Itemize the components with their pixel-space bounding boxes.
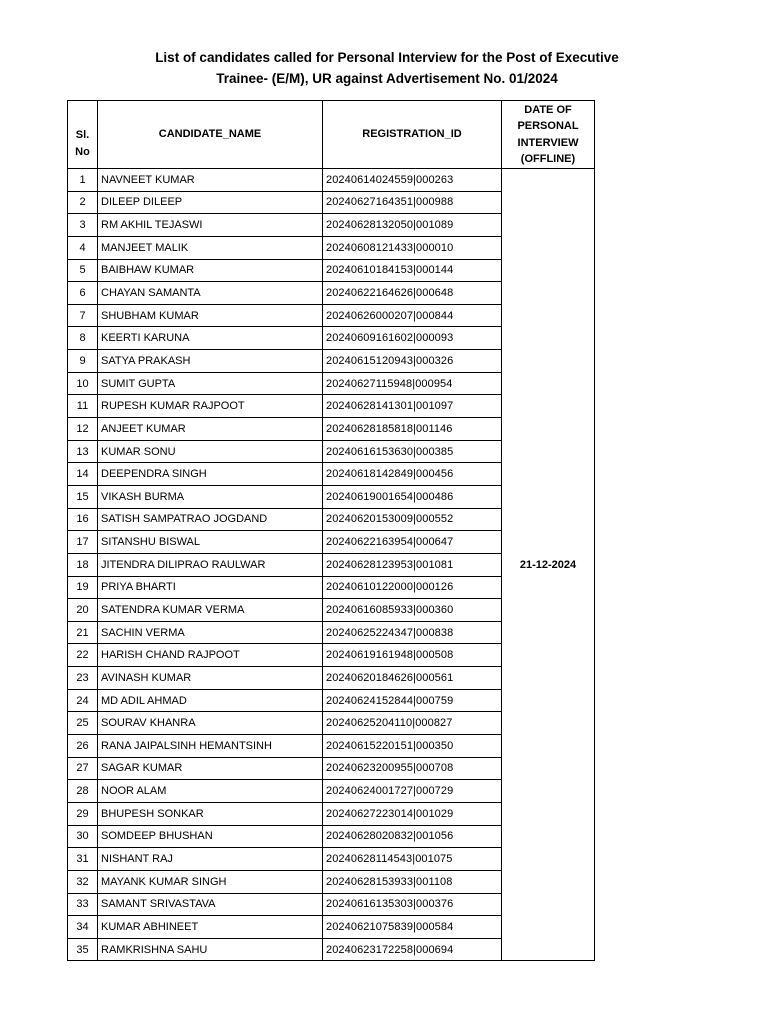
header-date-line1: DATE OF <box>524 103 572 116</box>
cell-sl-no: 26 <box>68 735 98 758</box>
cell-candidate-name: SOMDEEP BHUSHAN <box>98 825 323 848</box>
cell-candidate-name: KUMAR SONU <box>98 440 323 463</box>
cell-sl-no: 35 <box>68 938 98 961</box>
cell-candidate-name: DILEEP DILEEP <box>98 191 323 214</box>
cell-sl-no: 23 <box>68 667 98 690</box>
cell-registration-id: 20240616153630|000385 <box>323 440 502 463</box>
cell-registration-id: 20240628020832|001056 <box>323 825 502 848</box>
cell-sl-no: 19 <box>68 576 98 599</box>
cell-sl-no: 15 <box>68 485 98 508</box>
cell-registration-id: 20240620153009|000552 <box>323 508 502 531</box>
cell-registration-id: 20240624001727|000729 <box>323 780 502 803</box>
cell-candidate-name: AVINASH KUMAR <box>98 667 323 690</box>
cell-registration-id: 20240618142849|000456 <box>323 463 502 486</box>
cell-candidate-name: VIKASH BURMA <box>98 485 323 508</box>
header-sl-no <box>68 101 98 169</box>
cell-registration-id: 20240625224347|000838 <box>323 621 502 644</box>
cell-candidate-name: RUPESH KUMAR RAJPOOT <box>98 395 323 418</box>
cell-sl-no: 32 <box>68 870 98 893</box>
cell-registration-id: 20240621075839|000584 <box>323 916 502 939</box>
cell-sl-no: 12 <box>68 418 98 441</box>
cell-registration-id: 20240622163954|000647 <box>323 531 502 554</box>
cell-sl-no: 29 <box>68 802 98 825</box>
cell-registration-id: 20240615120943|000326 <box>323 350 502 373</box>
cell-candidate-name: HARISH CHAND RAJPOOT <box>98 644 323 667</box>
cell-registration-id: 20240608121433|000010 <box>323 236 502 259</box>
cell-sl-no: 7 <box>68 304 98 327</box>
cell-registration-id: 20240628141301|001097 <box>323 395 502 418</box>
cell-candidate-name: MAYANK KUMAR SINGH <box>98 870 323 893</box>
cell-sl-no: 11 <box>68 395 98 418</box>
candidate-table <box>67 100 595 961</box>
cell-sl-no: 1 <box>68 169 98 192</box>
cell-candidate-name: RANA JAIPALSINH HEMANTSINH <box>98 735 323 758</box>
cell-candidate-name: SATENDRA KUMAR VERMA <box>98 599 323 622</box>
cell-sl-no: 31 <box>68 848 98 871</box>
cell-candidate-name: SACHIN VERMA <box>98 621 323 644</box>
cell-sl-no: 13 <box>68 440 98 463</box>
cell-sl-no: 27 <box>68 757 98 780</box>
cell-sl-no: 34 <box>68 916 98 939</box>
cell-candidate-name: BAIBHAW KUMAR <box>98 259 323 282</box>
cell-candidate-name: PRIYA BHARTI <box>98 576 323 599</box>
cell-candidate-name: DEEPENDRA SINGH <box>98 463 323 486</box>
cell-candidate-name: BHUPESH SONKAR <box>98 802 323 825</box>
cell-sl-no: 24 <box>68 689 98 712</box>
cell-sl-no: 20 <box>68 599 98 622</box>
document-title <box>60 47 714 89</box>
table-body <box>68 169 595 961</box>
cell-registration-id: 20240628153933|001108 <box>323 870 502 893</box>
cell-registration-id: 20240619001654|000486 <box>323 485 502 508</box>
cell-candidate-name: SATISH SAMPATRAO JOGDAND <box>98 508 323 531</box>
cell-registration-id: 20240628185818|001146 <box>323 418 502 441</box>
cell-candidate-name: KUMAR ABHINEET <box>98 916 323 939</box>
cell-candidate-name: SUMIT GUPTA <box>98 372 323 395</box>
header-candidate-name: CANDIDATE_NAME <box>98 101 323 169</box>
cell-registration-id: 20240610184153|000144 <box>323 259 502 282</box>
cell-candidate-name: SAGAR KUMAR <box>98 757 323 780</box>
cell-candidate-name: SAMANT SRIVASTAVA <box>98 893 323 916</box>
cell-registration-id: 20240626000207|000844 <box>323 304 502 327</box>
cell-registration-id: 20240623200955|000708 <box>323 757 502 780</box>
cell-registration-id: 20240614024559|000263 <box>323 169 502 192</box>
cell-candidate-name: SOURAV KHANRA <box>98 712 323 735</box>
table-header-row <box>68 101 595 169</box>
cell-sl-no: 3 <box>68 214 98 237</box>
cell-registration-id: 20240623172258|000694 <box>323 938 502 961</box>
cell-sl-no: 30 <box>68 825 98 848</box>
cell-sl-no: 22 <box>68 644 98 667</box>
cell-registration-id: 20240628132050|001089 <box>323 214 502 237</box>
cell-candidate-name: SHUBHAM KUMAR <box>98 304 323 327</box>
cell-registration-id: 20240615220151|000350 <box>323 735 502 758</box>
cell-registration-id: 20240627115948|000954 <box>323 372 502 395</box>
cell-registration-id: 20240625204110|000827 <box>323 712 502 735</box>
cell-sl-no: 28 <box>68 780 98 803</box>
cell-registration-id: 20240619161948|000508 <box>323 644 502 667</box>
cell-registration-id: 20240616135303|000376 <box>323 893 502 916</box>
cell-sl-no: 17 <box>68 531 98 554</box>
cell-sl-no: 10 <box>68 372 98 395</box>
title-line-2: Trainee- (E/M), UR against Advertisement No. 01/2024 <box>216 71 558 86</box>
cell-sl-no: 16 <box>68 508 98 531</box>
cell-candidate-name: ANJEET KUMAR <box>98 418 323 441</box>
cell-registration-id: 20240627164351|000988 <box>323 191 502 214</box>
title-line-1: List of candidates called for Personal Interview for the Post of Executive <box>155 50 619 65</box>
cell-registration-id: 20240622164626|000648 <box>323 282 502 305</box>
cell-sl-no: 21 <box>68 621 98 644</box>
cell-registration-id: 20240616085933|000360 <box>323 599 502 622</box>
cell-candidate-name: MANJEET MALIK <box>98 236 323 259</box>
cell-candidate-name: SITANSHU BISWAL <box>98 531 323 554</box>
cell-registration-id: 20240628123953|001081 <box>323 553 502 576</box>
cell-candidate-name: KEERTI KARUNA <box>98 327 323 350</box>
cell-sl-no: 2 <box>68 191 98 214</box>
cell-sl-no: 33 <box>68 893 98 916</box>
cell-sl-no: 5 <box>68 259 98 282</box>
header-sl-line2: No <box>75 145 90 158</box>
cell-registration-id: 20240628114543|001075 <box>323 848 502 871</box>
cell-registration-id: 20240620184626|000561 <box>323 667 502 690</box>
cell-candidate-name: RM AKHIL TEJASWI <box>98 214 323 237</box>
header-sl-line1: Sl. <box>75 129 90 141</box>
cell-sl-no: 6 <box>68 282 98 305</box>
cell-candidate-name: NISHANT RAJ <box>98 848 323 871</box>
cell-registration-id: 20240609161602|000093 <box>323 327 502 350</box>
cell-sl-no: 9 <box>68 350 98 373</box>
header-registration-id: REGISTRATION_ID <box>323 101 502 169</box>
cell-sl-no: 25 <box>68 712 98 735</box>
cell-registration-id: 20240627223014|001029 <box>323 802 502 825</box>
cell-registration-id: 20240610122000|000126 <box>323 576 502 599</box>
cell-sl-no: 8 <box>68 327 98 350</box>
header-date-line3: INTERVIEW <box>517 136 579 149</box>
cell-sl-no: 18 <box>68 553 98 576</box>
cell-candidate-name: RAMKRISHNA SAHU <box>98 938 323 961</box>
cell-registration-id: 20240624152844|000759 <box>323 689 502 712</box>
cell-sl-no: 14 <box>68 463 98 486</box>
cell-candidate-name: NOOR ALAM <box>98 780 323 803</box>
cell-interview-date: 21-12-2024 <box>502 169 595 961</box>
cell-candidate-name: MD ADIL AHMAD <box>98 689 323 712</box>
cell-candidate-name: JITENDRA DILIPRAO RAULWAR <box>98 553 323 576</box>
header-interview-date <box>502 101 595 169</box>
cell-candidate-name: CHAYAN SAMANTA <box>98 282 323 305</box>
cell-sl-no: 4 <box>68 236 98 259</box>
cell-candidate-name: NAVNEET KUMAR <box>98 169 323 192</box>
header-date-line2: PERSONAL <box>517 120 579 132</box>
table-row <box>68 169 595 192</box>
cell-candidate-name: SATYA PRAKASH <box>98 350 323 373</box>
header-date-line4: (OFFLINE) <box>520 153 576 165</box>
